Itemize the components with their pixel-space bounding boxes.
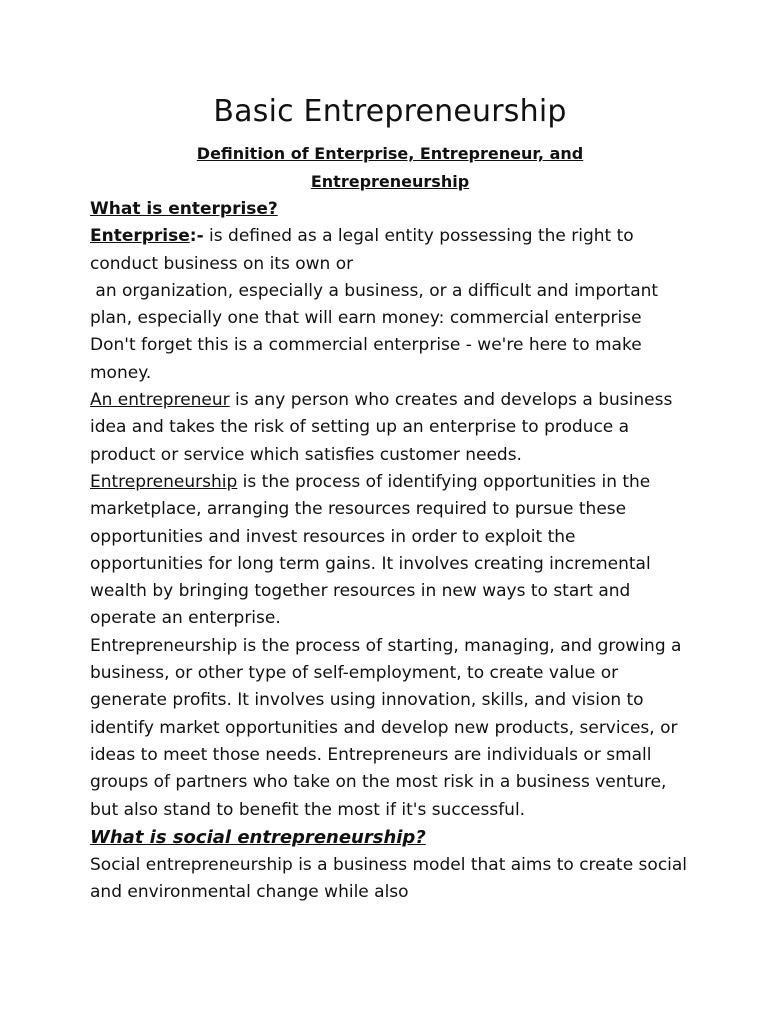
entrepreneurship-paragraph: Entrepreneurship is the process of starting, managing, and growing a business, or other type of self-employment, to create value or generate profits. It involves using innovation, skills, and vision to identify market opportunities and develop new products, services, or ideas to meet those needs. Entrepreneurs are individuals or small groups of partners who take on the most risk in a business venture, but also stand to benefit the most if it's successful. xyxy=(90,635,682,820)
entrepreneurship-term: Entrepreneurship xyxy=(90,471,238,492)
enterprise-definition-alt: an organization, especially a business, or a difficult and important plan, especially one that will earn money: commercial enterprise Don't forget this is a commercial enterprise - we're here to make money. xyxy=(90,280,659,383)
question-social-entrepreneurship: What is social entrepreneurship? xyxy=(90,826,426,848)
enterprise-definition xyxy=(90,223,690,278)
enterprise-separator: :- xyxy=(189,226,204,247)
entrepreneurship-definition xyxy=(90,469,690,633)
entrepreneurship-definition-text: is the process of identifying opportunities in the marketplace, arranging the resources required to pursue these opportunities and invest resources in order to exploit the opportunities for long term gains. It involves creating incremental wealth by bringing together resources in new ways to start and operate an enterprise. xyxy=(90,471,651,629)
entrepreneur-definition xyxy=(90,387,690,469)
entrepreneur-definition-text: is any person who creates and develops a business idea and takes the risk of setting up an enterprise to produce a product or service which satisfies customer needs. xyxy=(90,390,673,465)
question-what-is-enterprise: What is enterprise? xyxy=(90,199,278,219)
enterprise-term: Enterprise xyxy=(90,226,190,247)
document-subtitle: Definition of Enterprise, Entrepreneur, and Entrepreneurship xyxy=(196,144,584,191)
enterprise-definition-text: is defined as a legal entity possessing the right to conduct business on its own or xyxy=(90,226,634,274)
document-title: Basic Entrepreneurship xyxy=(213,94,567,129)
document-page xyxy=(90,92,690,906)
social-entrepreneurship-paragraph: Social entrepreneurship is a business model that aims to create social and environmental change while also xyxy=(90,854,688,903)
entrepreneur-term: An entrepreneur xyxy=(90,390,230,411)
